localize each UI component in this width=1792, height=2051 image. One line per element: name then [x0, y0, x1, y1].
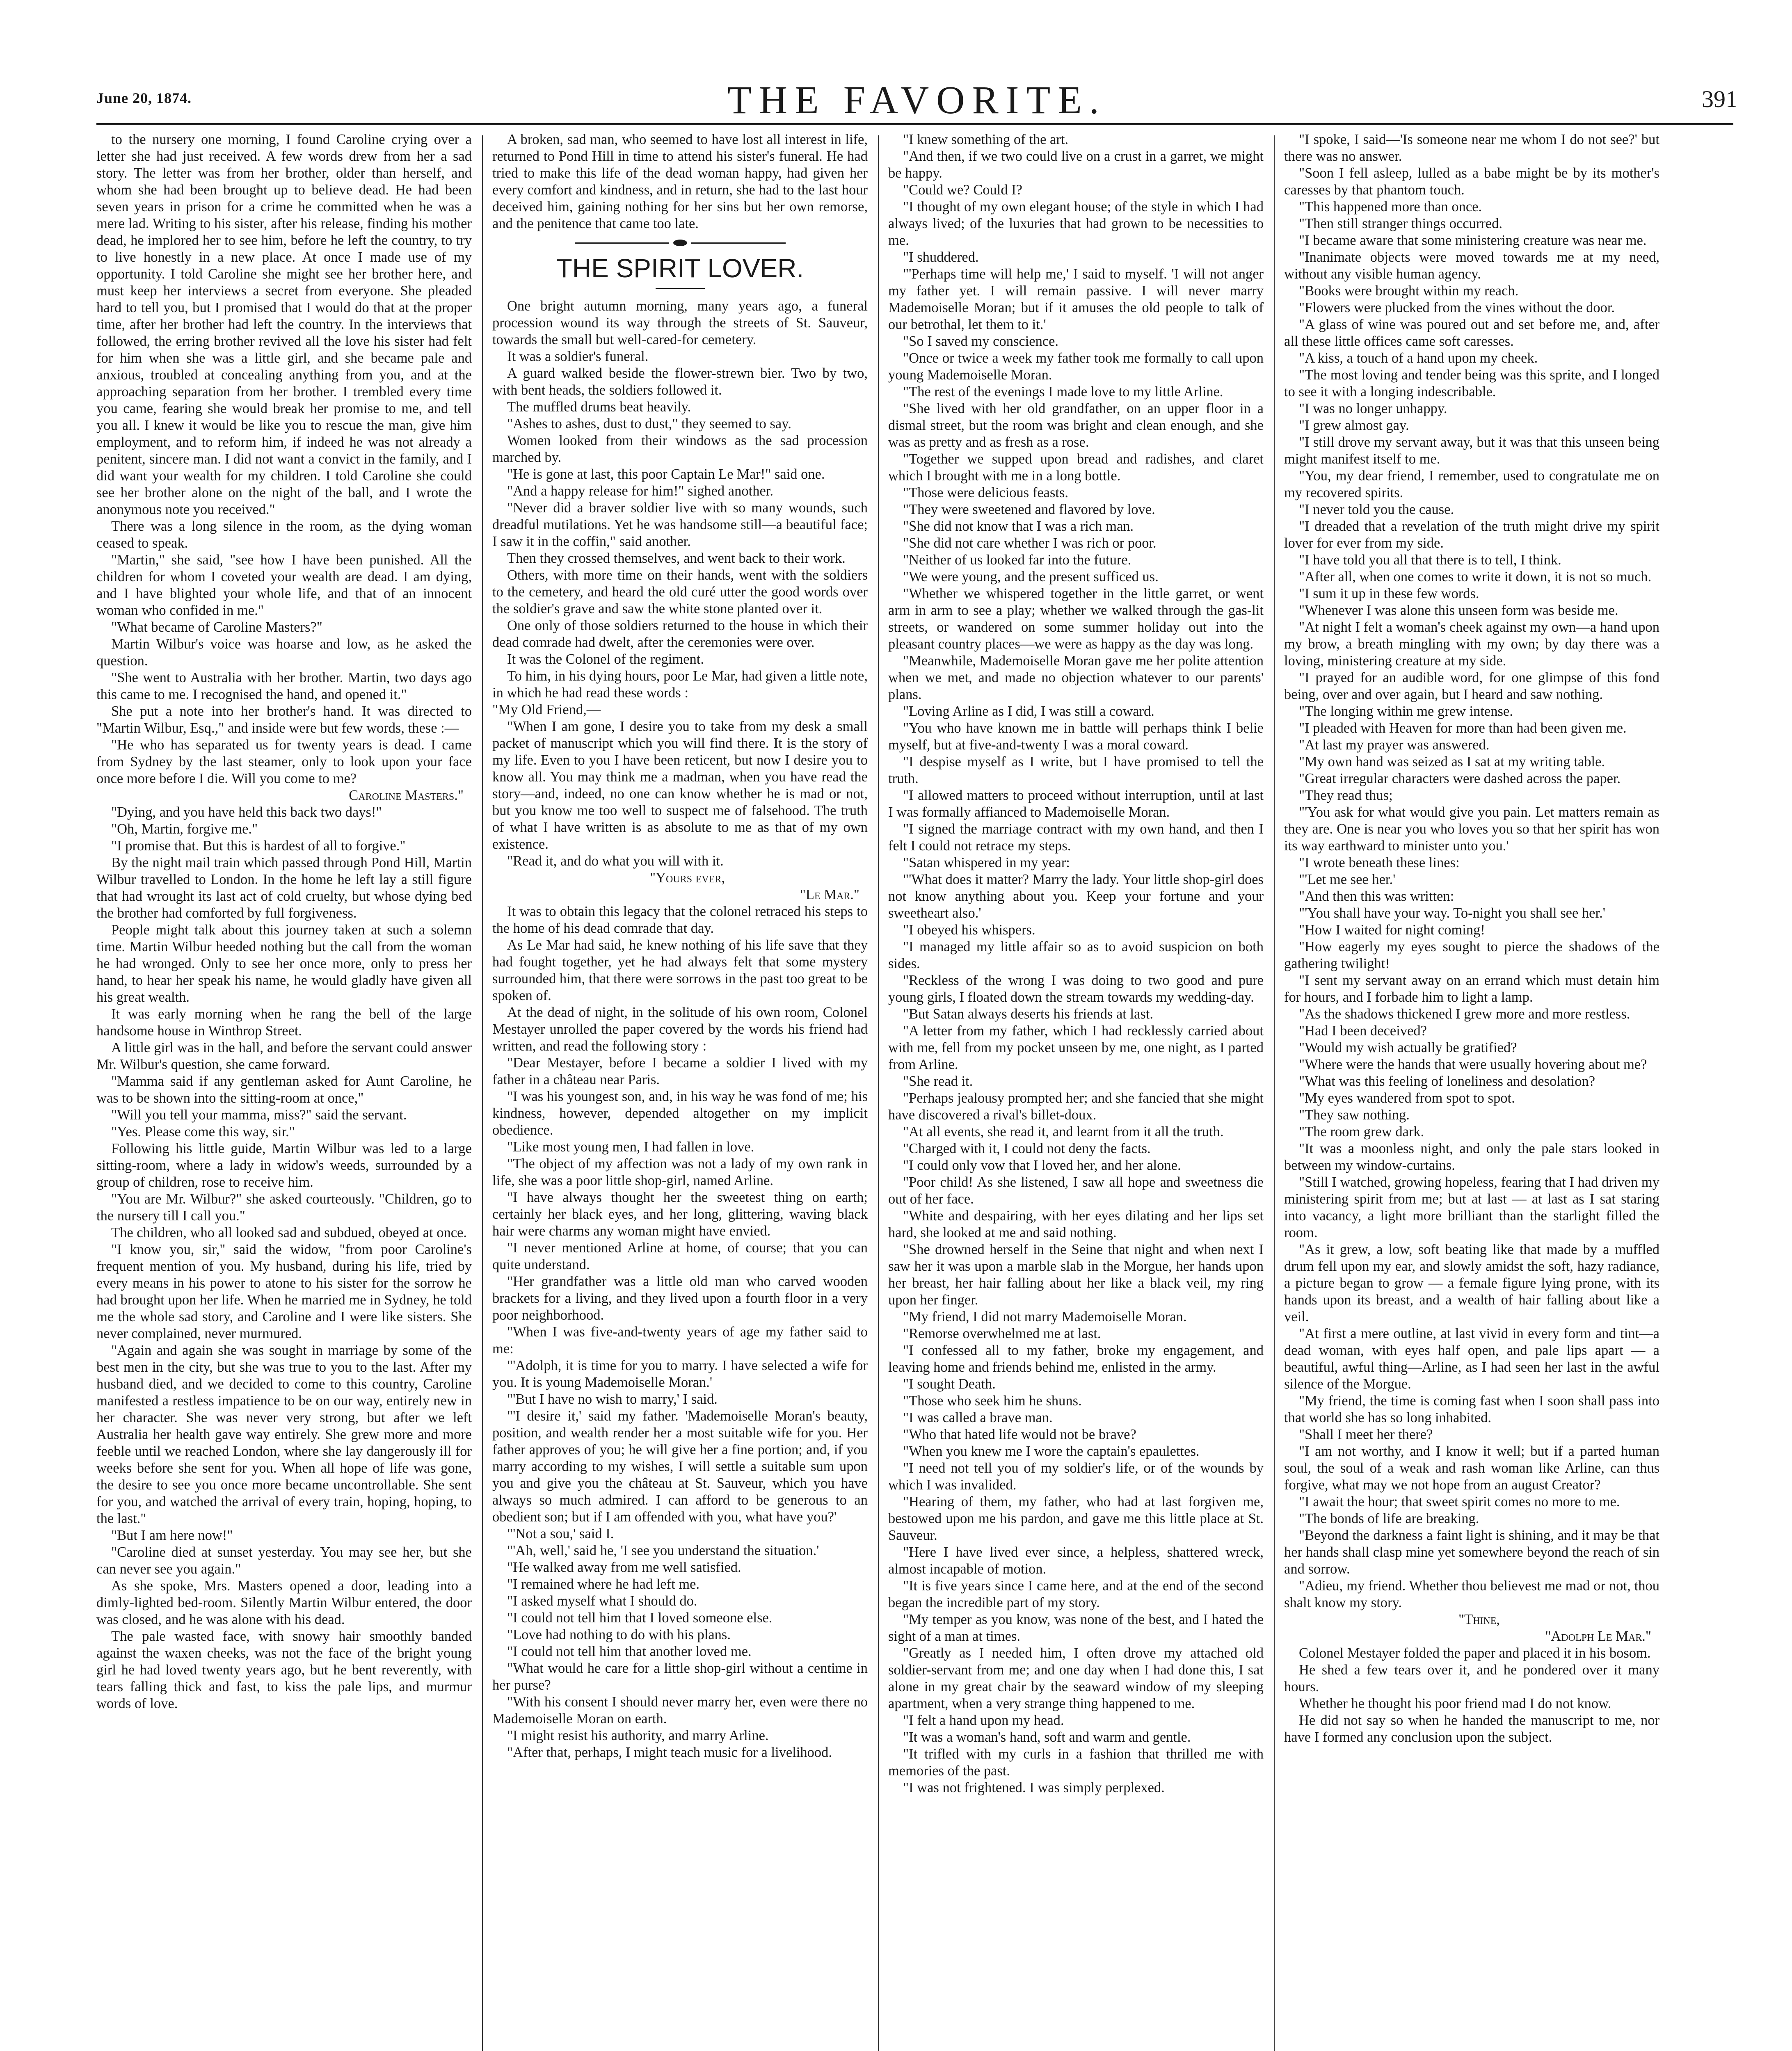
paragraph: "Would my wish actually be gratified?	[1299, 1040, 1517, 1055]
signature: Caroline Masters."	[349, 788, 464, 803]
paragraph: "Dear Mestayer, before I became a soldier I lived with my father in a château near Paris.	[492, 1055, 868, 1087]
paragraph: "A kiss, a touch of a hand upon my cheek.	[1299, 350, 1538, 366]
paragraph: "I promise that. But this is hardest of all to forgive."	[111, 838, 406, 854]
paragraph: "Martin," she said, "see how I have been punished. All the children for whom I coveted your wealth are dead. I am dying, and I have blighted your whole life, and that of an innocent woman who confided in me."	[96, 552, 472, 618]
letter-closing: "Yours ever,	[650, 870, 725, 886]
column-2	[492, 131, 868, 2051]
paragraph: "I never mentioned Arline at home, of course; that you can quite understand.	[492, 1240, 868, 1272]
paragraph: "Once or twice a week my father took me formally to call upon young Mademoiselle Moran.	[888, 350, 1264, 383]
paragraph: "How I waited for night coming!	[1299, 922, 1485, 938]
paragraph: "Charged with it, I could not deny the facts.	[903, 1141, 1151, 1156]
paragraph: "What would he care for a little shop-girl without a centime in her purse?	[492, 1660, 868, 1693]
paragraph: A guard walked beside the flower-strewn bier. Two by two, with bent heads, the soldiers followed it.	[492, 365, 868, 398]
paragraph: Martin Wilbur's voice was hoarse and low, as he asked the question.	[96, 636, 472, 669]
paragraph: "Then still stranger things occurred.	[1299, 216, 1502, 231]
paragraph: "'But I have no wish to marry,' I said.	[507, 1391, 718, 1407]
paragraph: "Whether we whispered together in the little garret, or went arm in arm to see a play; whether we walked through the gas-lit streets, or wandered on some summer holiday out into the pleasant country places—we were as happy as the day was long.	[888, 586, 1264, 652]
paragraph: "Had I been deceived?	[1299, 1023, 1427, 1039]
paragraph: "Reckless of the wrong I was doing to two good and pure young girls, I floated down the stream towards my wedding-day.	[888, 973, 1264, 1005]
paragraph: "Flowers were plucked from the vines without the door.	[1299, 300, 1615, 315]
paragraph: "When you knew me I wore the captain's epaulettes.	[903, 1443, 1200, 1459]
paragraph: "He is gone at last, this poor Captain Le Mar!" said one.	[507, 466, 825, 482]
story-title: THE SPIRIT LOVER.	[556, 254, 804, 283]
paragraph: "Hearing of them, my father, who had at last forgiven me, bestowed upon me his pardon, and gave me this little place at St. Sauveur.	[888, 1494, 1264, 1543]
paragraph: "'Adolph, it is time for you to marry. I have selected a wife for you. It is young Mademoiselle Moran.'	[492, 1358, 868, 1390]
paragraph: "Soon I fell asleep, lulled as a babe might be by its mother's caresses by that phantom touch.	[1284, 165, 1659, 198]
page-number: 391	[1702, 86, 1737, 112]
paragraph: "After that, perhaps, I might teach music for a livelihood.	[507, 1745, 832, 1760]
paragraph: "I wrote beneath these lines:	[1299, 855, 1460, 870]
paragraph: "Loving Arline as I did, I was still a coward.	[903, 703, 1154, 719]
paragraph: "Great irregular characters were dashed across the paper.	[1299, 771, 1621, 786]
paragraph: "Who that hated life would not be brave?	[903, 1427, 1136, 1442]
signature: "Adolph Le Mar."	[1545, 1628, 1651, 1644]
paragraph: "Mamma said if any gentleman asked for Aunt Caroline, he was to be shown into the sitting-room at once,"	[96, 1073, 472, 1106]
paragraph: "Still I watched, growing hopeless, fearing that I had driven my ministering spirit from me; but at last — at last as I sat staring into vacancy, a light more brilliant than the starlight filled the room.	[1284, 1174, 1659, 1240]
paragraph: "I still drove my servant away, but it was that this unseen being might manifest itself to me.	[1284, 434, 1659, 467]
paragraph: "'Not a sou,' said I.	[507, 1526, 614, 1542]
paragraph: "When I am gone, I desire you to take from my desk a small packet of manuscript which you will find there. It is the story of my life. Even to you I have been reticent, but now I desire you to know all. You may think me a madman, when you have read the story—and, indeed, no one can know whether he is mad or not, but you know me too well to suspect me of falsehood. The truth of what I have written is as absolute to me as that of my own existence.	[492, 719, 868, 852]
paragraph: "Caroline died at sunset yesterday. You may see her, but she can never see you again."	[96, 1544, 472, 1577]
paragraph: "I became aware that some ministering creature was near me.	[1299, 233, 1647, 248]
paragraph: "Here I have lived ever since, a helpless, shattered wreck, almost incapable of motion.	[888, 1544, 1264, 1577]
paragraph: Women looked from their windows as the sad procession marched by.	[492, 433, 868, 465]
paragraph: "Ashes to ashes, dust to dust," they seemed to say.	[507, 416, 791, 432]
paragraph: "'Perhaps time will help me,' I said to myself. 'I will not anger my father yet. I will remain passive. I will never marry Mademoiselle Moran; but if it amuses the old people to talk of our betrothal, let them to it.'	[888, 266, 1264, 332]
paragraph: "Again and again she was sought in marriage by some of the best men in the city, but she was true to you to the last. After my husband died, and we decided to come to this country, Caroline manifested a restless impatience to be on our way, entirely new in her character. She was never very strong, but after we left Australia her health gave way entirely. She grew more and more feeble until we reached London, where she lay dangerously ill for weeks before she sent for you. When all hope of life was gone, the desire to see you once more became uncontrollable. She sent for you, and watched the arrival of every train, hoping, hoping, to the last."	[96, 1343, 472, 1526]
paragraph: "Whenever I was alone this unseen form was beside me.	[1299, 603, 1618, 618]
paragraph: The muffled drums beat heavily.	[507, 399, 691, 415]
paragraph: "'Ah, well,' said he, 'I see you understand the situation.'	[507, 1543, 819, 1558]
paragraph: "After all, when one comes to write it down, it is not so much.	[1299, 569, 1652, 585]
paragraph: "You who have known me in battle will perhaps think I belie myself, but at five-and-twenty I was a moral coward.	[888, 720, 1264, 753]
paragraph: "Neither of us looked far into the future.	[903, 552, 1131, 568]
paragraph: "She lived with her old grandfather, on an upper floor in a dismal street, but the room was bright and clean enough, and she was as pretty and as fresh as a rose.	[888, 401, 1264, 450]
paragraph: "And a happy release for him!" sighed another.	[507, 483, 773, 499]
paragraph: "As it grew, a low, soft beating like that made by a muffled drum fell upon my ear, and slowly amidst the soft, hazy radiance, a picture began to grow — a female figure lying prone, with its hands upon its breast, and a wealth of hair falling about like a veil.	[1284, 1242, 1659, 1325]
paragraph: "And then, if we two could live on a crust in a garret, we might be happy.	[888, 148, 1264, 181]
paragraph: To him, in his dying hours, poor Le Mar, had given a little note, in which he had read these words :	[492, 668, 868, 701]
newspaper-title: THE FAVORITE.	[727, 78, 1106, 122]
paragraph: "I could not tell him that another loved me.	[507, 1644, 752, 1659]
paragraph: He shed a few tears over it, and he pondered over it many hours.	[1284, 1662, 1659, 1695]
paragraph: "This happened more than once.	[1299, 199, 1482, 215]
paragraph: "I confessed all to my father, broke my engagement, and leaving home and friends behind me, enlisted in the army.	[888, 1343, 1264, 1375]
paragraph: "Beyond the darkness a faint light is shining, and it may be that her hands shall clasp mine yet somewhere beyond the reach of sin and sorrow.	[1284, 1528, 1659, 1577]
paragraph: "My eyes wandered from spot to spot.	[1299, 1090, 1515, 1106]
paragraph: "But I am here now!"	[111, 1528, 233, 1543]
paragraph: "Her grandfather was a little old man who carved wooden brackets for a living, and they lived upon a fourth floor in a very poor neighborhood.	[492, 1274, 868, 1323]
paragraph: "I have told you all that there is to tell, I think.	[1299, 552, 1561, 568]
paragraph: "Inanimate objects were moved towards me at my need, without any visible human agency.	[1284, 249, 1659, 282]
paragraph: "Satan whispered in my year:	[903, 855, 1070, 870]
paragraph: Others, with more time on their hands, went with the soldiers to the cemetery, and heard the old curé utter the good words over the soldier's grave and saw the white stone planted over it.	[492, 567, 868, 617]
paragraph: "I spoke, I said—'Is someone near me whom I do not see?' but there was no answer.	[1284, 132, 1659, 164]
paragraph: "She did not care whether I was rich or poor.	[903, 535, 1157, 551]
paragraph: "But Satan always deserts his friends at last.	[903, 1006, 1154, 1022]
paragraph: "Those were delicious feasts.	[903, 485, 1069, 500]
paragraph: "I sum it up in these few words.	[1299, 586, 1479, 601]
title-rule	[656, 288, 705, 289]
paragraph: "The bonds of life are breaking.	[1299, 1511, 1479, 1526]
paragraph: "Dying, and you have held this back two days!"	[111, 804, 382, 820]
paragraph: "Shall I meet her there?	[1299, 1427, 1433, 1442]
paragraph: "You, my dear friend, I remember, used to congratulate me on my recovered spirits.	[1284, 468, 1659, 500]
paragraph: "They read thus;	[1299, 788, 1393, 803]
paragraph: "When I was five-and-twenty years of age my father said to me:	[492, 1324, 868, 1357]
paragraph: "I could not tell him that I loved someone else.	[507, 1610, 773, 1626]
paragraph: "She read it.	[903, 1073, 973, 1089]
paragraph: "I despise myself as I write, but I have promised to tell the truth.	[888, 754, 1264, 786]
paragraph: At the dead of night, in the solitude of his own room, Colonel Mestayer unrolled the paper covered by the words his friend had written, and read the following story :	[492, 1005, 868, 1054]
paragraph: "The rest of the evenings I made love to my little Arline.	[903, 384, 1223, 400]
paragraph: As Le Mar had said, he knew nothing of his life save that they had fought together, yet he had always felt that some mystery surrounded him, that there were sorrows in the past too great to be spoken of.	[492, 937, 868, 1003]
column-3	[888, 131, 1264, 2051]
paragraph: She put a note into her brother's hand. It was directed to "Martin Wilbur, Esq.," and inside were but few words, these :—	[96, 703, 472, 736]
paragraph: "It is five years since I came here, and at the end of the second began the incredible part of my story.	[888, 1578, 1264, 1610]
paragraph: "My friend, the time is coming fast when I soon shall pass into that world she has so long inhabited.	[1284, 1393, 1659, 1425]
column-1	[96, 131, 472, 2051]
paragraph: "I signed the marriage contract with my own hand, and then I felt I could not retrace my steps.	[888, 821, 1264, 854]
paragraph: "Could we? Could I?	[903, 182, 1022, 198]
paragraph: "I await the hour; that sweet spirit comes no more to me.	[1299, 1494, 1620, 1510]
paragraph: "They were sweetened and flavored by love.	[903, 502, 1155, 517]
paragraph: Following his little guide, Martin Wilbur was led to a large sitting-room, where a lady in widow's weeds, surrounded by a group of children, rose to receive him.	[96, 1141, 472, 1190]
paragraph: "I know you, sir," said the widow, "from poor Caroline's frequent mention of you. My husband, during his life, tried by every means in his power to atone to his sister for the sorrow he had brought upon her life. When he married me in Sydney, he told me the whole sad story, and Caroline and I were like sisters. She never complained, never murmured.	[96, 1242, 472, 1341]
paragraph: "Love had nothing to do with his plans.	[507, 1627, 731, 1642]
paragraph: A little girl was in the hall, and before the servant could answer Mr. Wilbur's question, she came forward.	[96, 1040, 472, 1072]
paragraph: "They saw nothing.	[1299, 1107, 1410, 1123]
paragraph: "Will you tell your mamma, miss?" said the servant.	[111, 1107, 407, 1123]
signature: "Le Mar."	[800, 887, 859, 902]
paragraph: "At last my prayer was answered.	[1299, 737, 1490, 753]
paragraph: "And then this was written:	[1299, 888, 1454, 904]
paragraph: "I sought Death.	[903, 1376, 996, 1392]
paragraph: "I obeyed his whispers.	[903, 922, 1035, 938]
paragraph: "Never did a braver soldier live with so many wounds, such dreadful mutilations. Yet he was handsome still—a beautiful face; I saw it in the coffin," said another.	[492, 500, 868, 549]
paragraph: The pale wasted face, with snowy hair smoothly banded against the waxen cheeks, was not the face of the bright young girl he had loved twenty years ago, but he bent reverently, with tears falling thick and fast, to kiss the pale lips, and murmur words of love.	[96, 1628, 472, 1711]
letter-salutation: "My Old Friend,—	[492, 702, 601, 717]
paragraph: "My own hand was seized as I sat at my writing table.	[1299, 754, 1605, 770]
paragraph: "Books were brought within my reach.	[1299, 283, 1519, 299]
paragraph: "'I desire it,' said my father. 'Mademoiselle Moran's beauty, position, and wealth render her a most suitable wife for you. Her father approves of you; he will give her a fine portion; and, if you marry according to my wishes, I will settle a suitable sum upon you and give you the château at St. Sauveur, which you have always so much admired. I can afford to be generous to an obedient son; but if I am offended with you, what have you?'	[492, 1408, 868, 1525]
paragraph: "'You shall have your way. To-night you shall see her.'	[1299, 905, 1605, 921]
paragraph: "I am not worthy, and I know it well; but if a parted human soul, the soul of a weak and rash woman like Arline, can thus forgive, what may we not hope from an august Creator?	[1284, 1443, 1659, 1493]
paragraph: "'Let me see her.'	[1299, 872, 1396, 887]
column-4	[1284, 131, 1659, 2051]
paragraph: "'You ask for what would give you pain. Let matters remain as they are. One is near you who loves you so that her spirit has won its way earthward to minister unto you.'	[1284, 804, 1659, 854]
paragraph: "I might resist his authority, and marry Arline.	[507, 1728, 769, 1743]
paragraph: "It trifled with my curls in a fashion that thrilled me with memories of the past.	[888, 1746, 1264, 1779]
paragraph: "I asked myself what I should do.	[507, 1593, 697, 1609]
paragraph: "I knew something of the art.	[903, 132, 1069, 147]
paragraph: "With his consent I should never marry her, even were there no Mademoiselle Moran on earth.	[492, 1694, 868, 1727]
letter-closing: "Thine,	[1458, 1612, 1500, 1627]
paragraph: "The most loving and tender being was this sprite, and I longed to see it with a longing indescribable.	[1284, 367, 1659, 400]
masthead	[96, 77, 1737, 122]
paragraph: "Read it, and do what you will with it.	[507, 853, 724, 869]
paragraph: "The object of my affection was not a lady of my own rank in life, she was a poor little shop-girl, named Arline.	[492, 1156, 868, 1188]
paragraph: "The room grew dark.	[1299, 1124, 1424, 1140]
paragraph: "I dreaded that a revelation of the truth might drive my spirit lover for ever from my side.	[1284, 518, 1659, 551]
paragraph: "White and despairing, with her eyes dilating and her lips set hard, she looked at me and said nothing.	[888, 1208, 1264, 1240]
section-ornament	[492, 240, 868, 246]
masthead-rule	[96, 123, 1733, 125]
paragraph: Then they crossed themselves, and went back to their work.	[507, 550, 846, 566]
paragraph: "What was this feeling of loneliness and desolation?	[1299, 1073, 1595, 1089]
column-divider	[1274, 135, 1275, 2051]
paragraph: "I need not tell you of my soldier's life, or of the wounds by which I was invalided.	[888, 1460, 1264, 1493]
paragraph: "What became of Caroline Masters?"	[111, 619, 322, 635]
paragraph: "It was a woman's hand, soft and warm and gentle.	[903, 1729, 1191, 1745]
paragraph: It was the Colonel of the regiment.	[507, 651, 704, 667]
paragraph: "How eagerly my eyes sought to pierce the shadows of the gathering twilight!	[1284, 939, 1659, 971]
paragraph: It was to obtain this legacy that the colonel retraced his steps to the home of his dead comrade that day.	[492, 904, 868, 936]
column-divider	[482, 135, 483, 2051]
paragraph: "Where were the hands that were usually hovering about me?	[1299, 1057, 1647, 1072]
paragraph: "Like most young men, I had fallen in love.	[507, 1139, 754, 1155]
paragraph: "I have always thought her the sweetest thing on earth; certainly her black eyes, and her long, glittering, waving black hair were charms any woman might have envied.	[492, 1190, 868, 1239]
paragraph: "I remained where he had left me.	[507, 1576, 700, 1592]
paragraph: "I grew almost gay.	[1299, 418, 1409, 433]
paragraph: "The longing within me grew intense.	[1299, 703, 1513, 719]
paragraph: "At first a mere outline, at last vivid in every form and tint—a dead woman, with eyes half open, and pale lips apart — a beautiful, awful thing—Arline, as I had seen her last in the awful silence of the Morgue.	[1284, 1326, 1659, 1392]
paragraph: People might talk about this journey taken at such a solemn time. Martin Wilbur heeded nothing but the call from the woman he had wronged. Only to see her once more, only to press her hand, to hear her speak his name, he would gladly have given all his great wealth.	[96, 922, 472, 1005]
paragraph: "Poor child! As she listened, I saw all hope and sweetness die out of her face.	[888, 1174, 1264, 1207]
paragraph: "She drowned herself in the Seine that night and when next I saw her it was upon a marble slab in the Morgue, her hands upon her breast, her hair falling about her like a black veil, my ring upon her finger.	[888, 1242, 1264, 1308]
paragraph: "I sent my servant away on an errand which must detain him for hours, and I forbade him to light a lamp.	[1284, 973, 1659, 1005]
paragraph: "I prayed for an audible word, for one glimpse of this fond being, over and over again, but I heard and saw nothing.	[1284, 670, 1659, 702]
paragraph: "I thought of my own elegant house; of the style in which I had always lived; of the luxuries that had grown to be necessities to me.	[888, 199, 1264, 248]
paragraph: "Those who seek him he shuns.	[903, 1393, 1082, 1409]
paragraph: "I could only vow that I loved her, and her alone.	[903, 1158, 1181, 1173]
paragraph: "I pleaded with Heaven for more than had been given me.	[1299, 720, 1627, 736]
paragraph: The children, who all looked sad and subdued, obeyed at once.	[111, 1225, 467, 1240]
paragraph: "Greatly as I needed him, I often drove my attached old soldier-servant from me; and one day when I had done this, I sat alone in my great chair by the seaward window of my sleeping apartment, when a very strange thing happened to me.	[888, 1645, 1264, 1711]
paragraph: "A glass of wine was poured out and set before me, and, after all these little offices came soft caresses.	[1284, 317, 1659, 349]
paragraph: He did not say so when he handed the manuscript to me, nor have I formed any conclusion upon the subject.	[1284, 1713, 1659, 1745]
paragraph: "Perhaps jealousy prompted her; and she fancied that she might have discovered a rival's billet-doux.	[888, 1090, 1264, 1123]
paragraph: "At night I felt a woman's cheek against my own—a hand upon my brow, a breath mingling with my own; by day there was a loving, ministering creature at my side.	[1284, 619, 1659, 669]
paragraph: One bright autumn morning, many years ago, a funeral procession wound its way through the streets of St. Sauveur, towards the small but well-cared-for cemetery.	[492, 298, 868, 347]
paragraph: "I was called a brave man.	[903, 1410, 1053, 1425]
paragraph: "So I saved my conscience.	[903, 333, 1059, 349]
issue-date: June 20, 1874.	[96, 90, 192, 106]
paragraph: "At all events, she read it, and learnt from it all the truth.	[903, 1124, 1224, 1140]
paragraph: "She did not know that I was a rich man.	[903, 518, 1134, 534]
paragraph: to the nursery one morning, I found Caroline crying over a letter she had just received. A few words drew from her a sad story. The letter was from her brother, older than herself, and whom she had been brought up to believe dead. He had been seven years in prison for a crime he committed when he was a mere lad. Writing to his sister, after his release, finding his mother dead, he implored her to see him, before he left the country, to try to live honestly in a new place. At once I made use of my opportunity. I told Caroline she might see her brother here, and must keep her interviews a secret from everyone. She pleaded hard to tell you, but I promised that I would do that at the proper time, after her brother had left the country. In the interviews that followed, the erring brother revived all the love his sister had felt for him when she was a little girl, and she became pale and anxious, troubled at concealing anything from you, and at the approaching separation from her brother. I trembled every time you came, fearing she would break her promise to me, and tell you all. I knew it would be like you to rescue the man, give him employment, and to reform him, if indeed he was not already a penitent, sincere man. I did not want a convict in the family, and I did want your wealth for my children. I told Caroline she could see her brother alone on the night of the ball, and I wrote the anonymous note you received."	[96, 132, 472, 517]
paragraph: "She went to Australia with her brother. Martin, two days ago this came to me. I recognised the hand, and opened it."	[96, 670, 472, 702]
paragraph: "My friend, I did not marry Mademoiselle Moran.	[903, 1309, 1187, 1325]
paragraph: "Oh, Martin, forgive me."	[111, 821, 258, 837]
paragraph: "I shuddered.	[903, 249, 979, 265]
paragraph: It was a soldier's funeral.	[507, 349, 649, 364]
paragraph: "As the shadows thickened I grew more and more restless.	[1299, 1006, 1630, 1022]
paragraph: By the night mail train which passed through Pond Hill, Martin Wilbur travelled to London. In the home he left lay a still figure that had wrought its last act of cold cruelty, but whose dying bed the brother had comforted by full forgiveness.	[96, 855, 472, 921]
paragraph: There was a long silence in the room, as the dying woman ceased to speak.	[96, 518, 472, 551]
paragraph: "I allowed matters to proceed without interruption, until at last I was formally affianced to Mademoiselle Moran.	[888, 788, 1264, 820]
paragraph: One only of those soldiers returned to the house in which their dead comrade had dwelt, after the ceremonies were over.	[492, 618, 868, 650]
paragraph: "Together we supped upon bread and radishes, and claret which I brought with me in a long bottle.	[888, 451, 1264, 484]
paragraph: "You are Mr. Wilbur?" she asked courteously. "Children, go to the nursery till I call you."	[96, 1191, 472, 1224]
paragraph: "'What does it matter? Marry the lady. Your little shop-girl does not know anything about you. Keep your fortune and your sweetheart also.'	[888, 872, 1264, 921]
paragraph: As she spoke, Mrs. Masters opened a door, leading into a dimly-lighted bed-room. Silently Martin Wilbur entered, the door was closed, and he was alone with his dead.	[96, 1578, 472, 1627]
paragraph: "We were young, and the present sufficed us.	[903, 569, 1159, 585]
paragraph: Whether he thought his poor friend mad I do not know.	[1299, 1696, 1611, 1711]
paragraph: Colonel Mestayer folded the paper and placed it in his bosom.	[1299, 1645, 1651, 1661]
paragraph: "I was no longer unhappy.	[1299, 401, 1447, 416]
paragraph: "I felt a hand upon my head.	[903, 1713, 1064, 1728]
article-columns	[96, 131, 1737, 2051]
paragraph: "A letter from my father, which I had recklessly carried about with me, fell from my pocket unseen by me, one night, as I parted from Arline.	[888, 1023, 1264, 1072]
paragraph: "Meanwhile, Mademoiselle Moran gave me her polite attention when we met, and made no objection whatever to our parents' plans.	[888, 653, 1264, 702]
paragraph: "He walked away from me well satisfied.	[507, 1560, 741, 1575]
column-divider	[878, 135, 879, 2051]
paragraph: "I never told you the cause.	[1299, 502, 1454, 517]
paragraph: "Remorse overwhelmed me at last.	[903, 1326, 1101, 1341]
paragraph: "It was a moonless night, and only the pale stars looked in between my window-curtains.	[1284, 1141, 1659, 1173]
paragraph: "He who has separated us for twenty years is dead. I came from Sydney by the last steamer, only to look upon your face once more before I die. Will you come to me?	[96, 737, 472, 786]
paragraph: "I was not frightened. I was simply perplexed.	[903, 1780, 1165, 1795]
paragraph: "Adieu, my friend. Whether thou believest me mad or not, thou shalt know my story.	[1284, 1578, 1659, 1610]
paragraph: It was early morning when he rang the bell of the large handsome house in Winthrop Street.	[96, 1006, 472, 1039]
paragraph: "Yes. Please come this way, sir."	[111, 1124, 295, 1140]
paragraph: "My temper as you know, was none of the best, and I hated the sight of a man at times.	[888, 1612, 1264, 1644]
paragraph: A broken, sad man, who seemed to have lost all interest in life, returned to Pond Hill in time to attend his sister's funeral. He had tried to make this life of the dead woman happy, had given her every comfort and kindness, and in return, she had to the last hour deceived him, gaining nothing for her sins but her own remorse, and the penitence that came too late.	[492, 132, 868, 231]
paragraph: "I was his youngest son, and, in his way he was fond of me; his kindness, however, depended altogether on my implicit obedience.	[492, 1089, 868, 1138]
paragraph: "I managed my little affair so as to avoid suspicion on both sides.	[888, 939, 1264, 971]
